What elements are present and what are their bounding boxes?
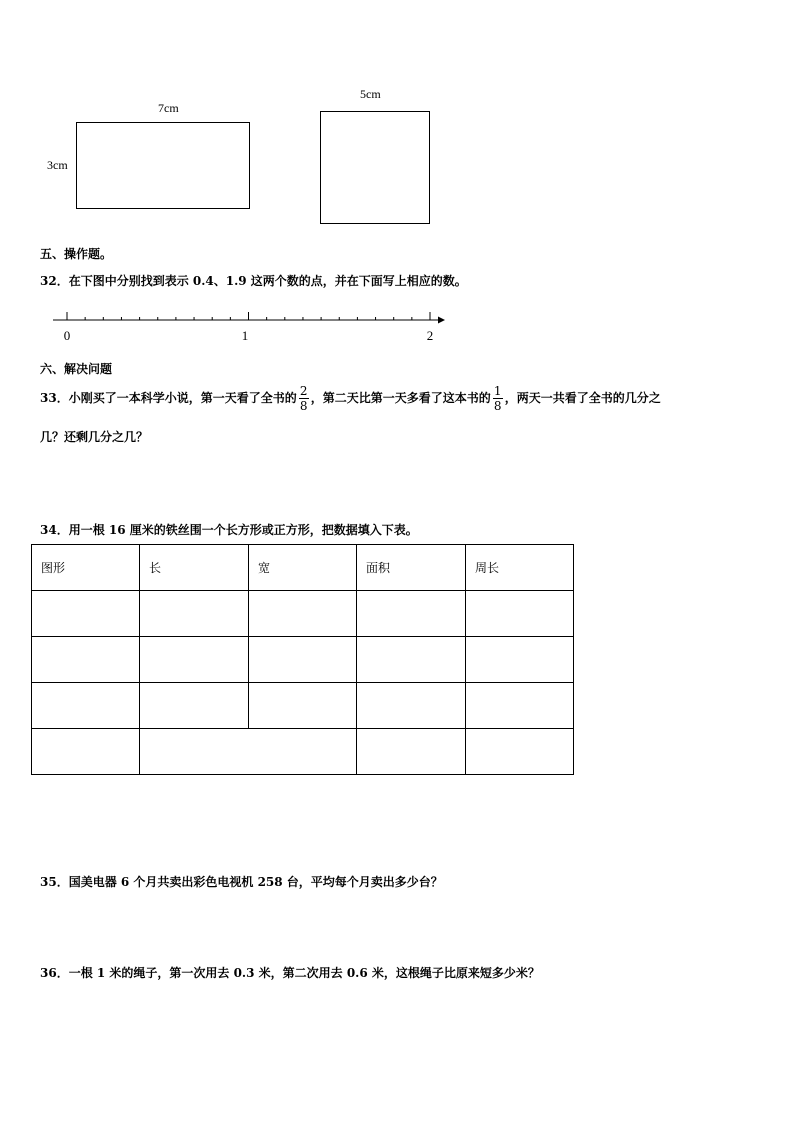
rect-width-label: 7cm: [158, 101, 179, 115]
table-row: [32, 729, 574, 775]
table-cell[interactable]: [32, 729, 140, 775]
square-figure: [320, 111, 430, 224]
number-line-label-2: 2: [426, 328, 434, 343]
rect-height-label: 3cm: [47, 158, 68, 172]
fraction-numerator: 2: [299, 384, 308, 398]
section-six-title: 六、解决问题: [40, 362, 113, 376]
number-line-ticks: [67, 312, 430, 320]
rectangle-figure: [76, 122, 250, 209]
table-cell[interactable]: [32, 591, 140, 637]
number-line-label-1: 1: [241, 328, 249, 343]
table-cell[interactable]: [140, 591, 249, 637]
table-row: [32, 637, 574, 683]
table-cell[interactable]: [249, 591, 357, 637]
question-35: 35．国美电器 6 个月共卖出彩色电视机 258 台，平均每个月卖出多少台？: [40, 875, 443, 889]
table-cell[interactable]: [32, 637, 140, 683]
square-side-label: 5cm: [360, 87, 381, 101]
question-33-part2: ，第二天比第一天多看了这本书的: [310, 391, 491, 405]
fraction-denominator: 8: [493, 399, 502, 413]
table-cell-merged[interactable]: [140, 729, 357, 775]
table-cell[interactable]: [466, 637, 574, 683]
question-34: 34．用一根 16 厘米的铁丝围一个长方形或正方形，把数据填入下表。: [40, 523, 418, 537]
question-33-part1: 33．小刚买了一本科学小说，第一天看了全书的: [40, 391, 297, 405]
fraction-denominator: 8: [299, 399, 308, 413]
table-cell[interactable]: [357, 591, 466, 637]
answer-table: [31, 544, 574, 775]
table-cell[interactable]: [249, 637, 357, 683]
fraction-numerator: 1: [493, 384, 502, 398]
table-cell[interactable]: [357, 683, 466, 729]
number-line-arrow: [438, 317, 445, 324]
table-row: [32, 591, 574, 637]
table-cell[interactable]: [466, 729, 574, 775]
number-line-label-0: 0: [63, 328, 71, 343]
table-cell[interactable]: [466, 591, 574, 637]
question-33-line1: [40, 381, 661, 415]
question-36: 36．一根 1 米的绳子，第一次用去 0.3 米，第二次用去 0.6 米，这根绳子比原来短多少米？: [40, 966, 540, 980]
table-cell[interactable]: [140, 637, 249, 683]
table-cell[interactable]: [140, 683, 249, 729]
table-cell[interactable]: [466, 683, 574, 729]
table-header-cell: 图形: [32, 545, 140, 591]
table-header-cell: 面积: [357, 545, 466, 591]
fraction-one-eighth: [493, 384, 503, 413]
table-header-cell: 长: [140, 545, 249, 591]
table-cell[interactable]: [249, 683, 357, 729]
fraction-two-eighths: [299, 384, 309, 413]
table-row: [32, 683, 574, 729]
table-header-row: [32, 545, 574, 591]
section-five-title: 五、操作题。: [40, 247, 113, 261]
table-cell[interactable]: [357, 729, 466, 775]
table-header-cell: 周长: [466, 545, 574, 591]
table-cell[interactable]: [32, 683, 140, 729]
question-33-line2: 几？还剩几分之几？: [40, 430, 149, 444]
question-32: 32．在下图中分别找到表示 0.4、1.9 这两个数的点，并在下面写上相应的数。: [40, 274, 467, 288]
number-line: [50, 308, 450, 348]
question-33-part3: ，两天一共看了全书的几分之: [504, 391, 661, 405]
table-cell[interactable]: [357, 637, 466, 683]
table-header-cell: 宽: [249, 545, 357, 591]
